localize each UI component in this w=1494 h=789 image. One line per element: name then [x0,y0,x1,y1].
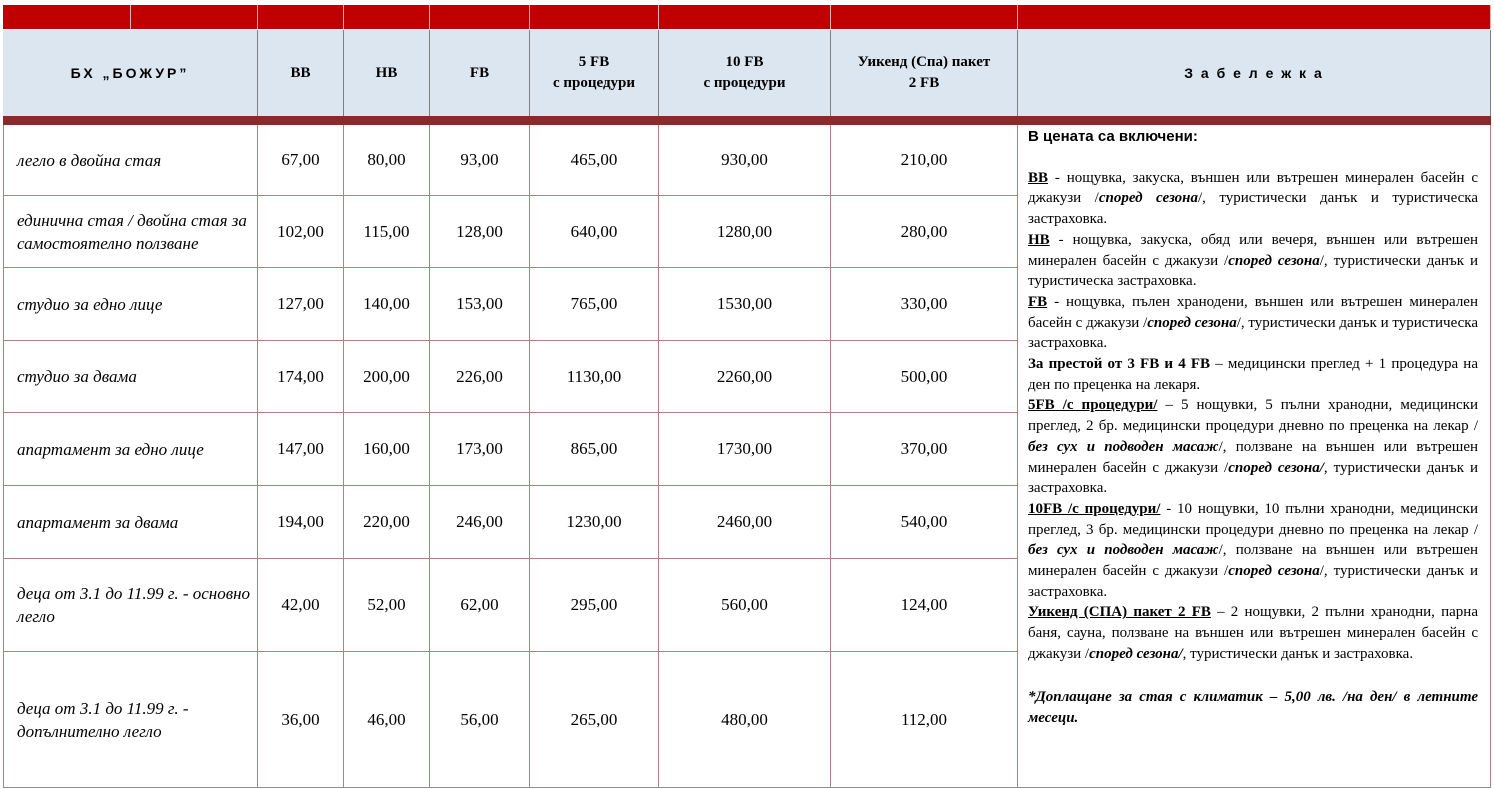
price-cell-hb: 80,00 [344,125,430,196]
price-cell-spa: 210,00 [831,125,1018,196]
note-spa-tail: , туристически данък и застраховка. [1182,645,1414,662]
note-5fb-text: – 5 нощувки, 5 пълни хранодни, медицински преглед, 2 бр. медицински процедури дневно по преценка на лекар / [1028,397,1479,435]
note-10fb-text: - 10 нощувки, 10 пълни хранодни, медицински преглед, 3 бр. медицински процедури дневно по преценка на лекар / [1028,500,1478,538]
header-col-spa-line1: Уикенд (Спа) пакет [857,54,991,70]
note-spa [1028,602,1478,664]
price-cell-fb5: 765,00 [530,268,659,341]
price-cell-bb: 67,00 [258,125,344,196]
row-label: студио за двама [3,341,258,413]
price-cell-fb5: 295,00 [530,559,659,652]
price-cell-bb: 147,00 [258,413,344,486]
note-10fb-massage: без сух и подводен масаж [1028,542,1219,559]
header-bar-segment [831,5,1018,29]
price-cell-fb10: 2460,00 [659,486,831,559]
price-cell-fb10: 2260,00 [659,341,831,413]
header-col-10fb-line2: с процедури [703,75,786,91]
header-bar-segment [344,5,430,29]
note-5fb-tail: , туристически данък и застраховка. [1028,459,1478,497]
header-col-fb: FB [430,30,530,116]
price-cell-fb5: 865,00 [530,413,659,486]
price-cell-hb: 46,00 [344,652,430,788]
price-cell-spa: 370,00 [831,413,1018,486]
header-hotel-name: БХ „БОЖУР” [3,30,258,116]
price-cell-hb: 200,00 [344,341,430,413]
price-cell-fb: 62,00 [430,559,530,652]
note-hb-key: HB [1028,231,1050,248]
price-cell-fb5: 1230,00 [530,486,659,559]
price-cell-fb: 173,00 [430,413,530,486]
header-bar-segment [530,5,659,29]
price-cell-hb: 160,00 [344,413,430,486]
note-stay-text: – медицински преглед + 1 процедура на ден по преценка на лекаря. [1028,356,1478,393]
price-cell-fb: 246,00 [430,486,530,559]
row-label: легло в двойна стая [3,125,258,196]
price-cell-bb: 194,00 [258,486,344,559]
price-cell-spa: 500,00 [831,341,1018,413]
note-spa-text: – 2 нощувки, 2 пълни хранодни, парна баня, сауна, ползване на външен или вътрешен минерален басейн с джакузи / [1028,604,1478,662]
note-stay-key: За престой от 3 FB и 4 FB [1028,356,1211,373]
note-spa-season: според сезона/ [1089,645,1183,662]
row-label: деца от 3.1 до 11.99 г. - основно легло [3,559,258,652]
price-cell-spa: 280,00 [831,196,1018,268]
price-cell-hb: 115,00 [344,196,430,268]
price-cell-fb5: 465,00 [530,125,659,196]
header-col-5fb-line2: с процедури [552,75,636,91]
header-col-spa [831,30,1018,116]
header-bar-segment [1018,5,1491,29]
price-cell-fb10: 1280,00 [659,196,831,268]
row-label: деца от 3.1 до 11.99 г. - допълнително легло [3,652,258,788]
header-bar-segment [258,5,344,29]
note-hb-season: според сезона [1228,252,1320,269]
note-footnote: *Доплащане за стая с климатик – 5,00 лв. /на ден/ в летните месеци. [1028,688,1478,726]
price-cell-fb5: 640,00 [530,196,659,268]
note-heading: В цената са включени: [1028,128,1198,145]
header-col-bb: BB [258,30,344,116]
price-cell-fb10: 560,00 [659,559,831,652]
header-col-10fb-line1: 10 FB [725,54,764,70]
note-10fb [1028,499,1478,603]
note-bb [1028,168,1478,230]
price-cell-bb: 127,00 [258,268,344,341]
note-5fb-pool: /, ползване на външен или вътрешен минерален басейн с джакузи / [1028,438,1479,476]
price-cell-spa: 124,00 [831,559,1018,652]
header-bar-segment [3,5,131,29]
price-cell-bb: 36,00 [258,652,344,788]
note-fb-text: - нощувка, пълен хранодени, външен или вътрешен минерален басейн с джакузи / [1028,293,1478,331]
price-cell-spa: 330,00 [831,268,1018,341]
note-bb-tail: /, туристически данък и туристическа застраховка. [1028,190,1478,228]
price-cell-fb: 128,00 [430,196,530,268]
price-cell-hb: 52,00 [344,559,430,652]
note-hb [1028,230,1478,292]
price-cell-fb: 153,00 [430,268,530,341]
price-cell-fb10: 1730,00 [659,413,831,486]
header-col-spa-line2: 2 FB [908,75,940,91]
price-cell-fb10: 480,00 [659,652,831,788]
price-cell-bb: 42,00 [258,559,344,652]
price-cell-bb: 174,00 [258,341,344,413]
row-label: апартамент за едно лице [3,413,258,486]
note-5fb [1028,395,1478,499]
price-cell-hb: 140,00 [344,268,430,341]
header-bar-segment [430,5,530,29]
note-hb-text: - нощувка, закуска, обяд или вечеря, външен или вътрешен минерален басейн с джакузи / [1028,231,1478,269]
header-col-hb: HB [344,30,430,116]
note-bb-season: според сезона [1098,190,1198,207]
note-fb-season: според сезона [1147,314,1237,331]
note-10fb-season: според сезона [1228,563,1320,580]
note-cell [1018,125,1491,788]
note-hb-tail: /, туристически данък и туристическа застраховка. [1028,252,1479,290]
price-cell-fb10: 930,00 [659,125,831,196]
note-fb [1028,292,1478,354]
note-10fb-key: 10FB /с процедури/ [1028,500,1161,517]
note-fb-key: FB [1028,293,1048,310]
price-cell-fb10: 1530,00 [659,268,831,341]
note-stay [1028,354,1478,395]
note-10fb-tail: /, туристически данък и застраховка. [1028,563,1479,600]
header-bar-segment [131,5,258,29]
price-cell-spa: 540,00 [831,486,1018,559]
header-col-note: З а б е л е ж к а [1018,30,1491,116]
price-cell-spa: 112,00 [831,652,1018,788]
row-label: апартамент за двама [3,486,258,559]
header-col-5fb-line1: 5 FB [578,54,610,70]
row-label: студио за едно лице [3,268,258,341]
note-spa-key: Уикенд (СПА) пакет 2 FB [1028,604,1211,621]
price-cell-fb: 56,00 [430,652,530,788]
note-fb-tail: /, туристически данък и туристическа застраховка. [1028,314,1478,352]
note-spacer [1028,148,1478,168]
price-cell-fb: 226,00 [430,341,530,413]
note-bb-text: - нощувка, закуска, външен или вътрешен минерален басейн с джакузи / [1028,169,1478,207]
price-cell-fb5: 265,00 [530,652,659,788]
price-cell-fb5: 1130,00 [530,341,659,413]
price-cell-fb: 93,00 [430,125,530,196]
price-cell-bb: 102,00 [258,196,344,268]
note-5fb-massage: без сух и подводен масаж [1028,438,1219,455]
note-5fb-key: 5FB /с процедури/ [1028,397,1158,414]
header-col-10fb [659,30,831,116]
note-bb-key: BB [1028,169,1049,186]
header-col-5fb [530,30,659,116]
note-5fb-season: според сезона/ [1228,459,1324,476]
header-divider-band [3,116,1491,125]
header-bar-segment [659,5,831,29]
note-spacer [1028,665,1478,687]
row-label: единична стая / двойна стая за самостоятелно ползване [3,196,258,268]
note-10fb-pool: /, ползване на външен или вътрешен минерален басейн с джакузи / [1028,542,1479,580]
price-cell-hb: 220,00 [344,486,430,559]
